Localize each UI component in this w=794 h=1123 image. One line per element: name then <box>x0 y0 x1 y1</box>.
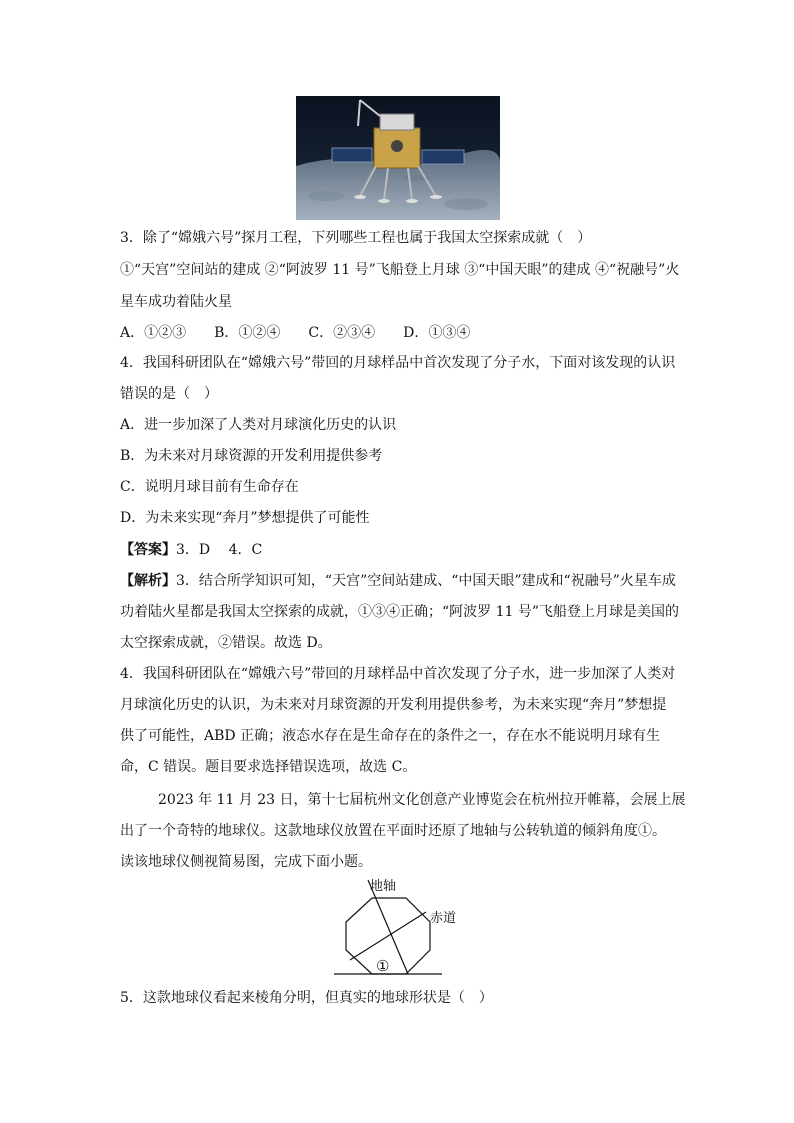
lunar-lander-illustration <box>296 96 500 220</box>
q3-stem: 3．除了“嫦娥六号”探月工程，下列哪些工程也属于我国太空探索成就（ ） <box>120 230 592 246</box>
analysis-line6: 供了可能性，ABD 正确；液态水存在是生命存在的条件之一，存在水不能说明月球有生 <box>120 728 661 744</box>
globe-diagram-svg <box>330 876 470 980</box>
q4-stem-line1: 4．我国科研团队在“嫦娥六号”带回的月球样品中首次发现了分子水，下面对该发现的认识 <box>120 355 676 371</box>
analysis-line2: 功着陆火星都是我国太空探索的成就，①③④正确；“阿波罗 11 号”飞船登上月球是美国的 <box>120 604 680 620</box>
globe-side-view-diagram <box>330 876 470 980</box>
equator-label: 赤道 <box>430 911 457 926</box>
q5-stem: 5．这款地球仪看起来棱角分明，但真实的地球形状是（ ） <box>120 990 493 1006</box>
q4-option-b: B．为未来对月球资源的开发利用提供参考 <box>120 448 383 464</box>
passage-line3: 读该地球仪侧视简易图，完成下面小题。 <box>120 854 372 870</box>
axis-label: 地轴 <box>370 879 397 894</box>
answer-label: 【答案】 <box>120 542 176 558</box>
lunar-lander-photo <box>296 96 500 220</box>
analysis-line3: 太空探索成就，②错误。故选 D。 <box>120 635 332 651</box>
analysis-line7: 命，C 错误。题目要求选择错误选项，故选 C。 <box>120 759 417 775</box>
analysis-line4: 4．我国科研团队在“嫦娥六号”带回的月球样品中首次发现了分子水，进一步加深了人类对 <box>120 666 676 682</box>
q4-stem-line2: 错误的是（ ） <box>120 386 218 402</box>
q4-option-a: A．进一步加深了人类对月球演化历史的认识 <box>120 417 397 433</box>
q3-items-line2: 星车成功着陆火星 <box>120 294 232 310</box>
equator-line <box>350 912 426 960</box>
passage-line1: 2023 年 11 月 23 日，第十七届杭州文化创意产业博览会在杭州拉开帷幕，会展上展 <box>158 792 686 808</box>
answer-text: 3．D 4．C <box>176 542 263 558</box>
analysis-label: 【解析】 <box>120 573 176 589</box>
q4-option-c: C．说明月球目前有生命存在 <box>120 479 299 495</box>
angle-label: ① <box>376 957 390 975</box>
analysis-text-1: 3．结合所学知识可知，“天宫”空间站建成、“中国天眼”建成和“祝融号”火星车成 <box>176 573 676 589</box>
q4-option-d: D．为未来实现“奔月”梦想提供了可能性 <box>120 510 370 526</box>
q3-options: A．①②③ B．①②④ C．②③④ D．①③④ <box>120 325 471 341</box>
analysis-line1 <box>120 571 676 591</box>
analysis-line5: 月球演化历史的认识，为未来对月球资源的开发利用提供参考，为未来实现“奔月”梦想提 <box>120 697 667 713</box>
passage-line2: 出了一个奇特的地球仪。这款地球仪放置在平面时还原了地轴与公转轨道的倾斜角度①。 <box>120 823 666 839</box>
answer-line <box>120 540 262 560</box>
q3-items-line1: ①“天宫”空间站的建成 ②“阿波罗 11 号”飞船登上月球 ③“中国天眼”的建成 ④“祝融号”火 <box>120 262 680 278</box>
